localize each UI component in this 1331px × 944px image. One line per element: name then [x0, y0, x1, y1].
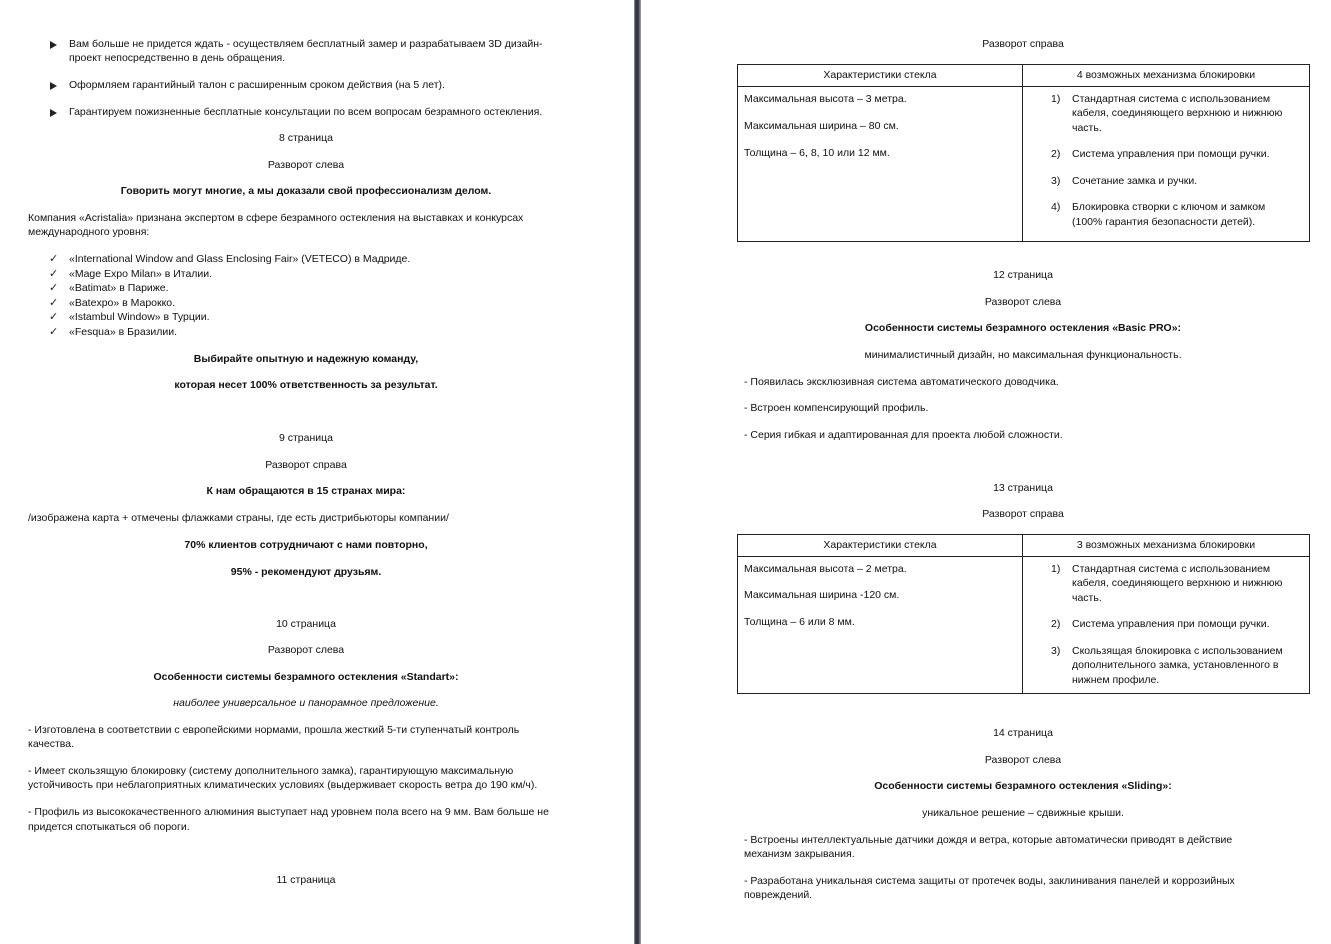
table-header-mechanisms: 4 возможных механизма блокировки [1023, 65, 1310, 87]
stat-line: 70% клиентов сотрудничают с нами повторно, [184, 539, 428, 551]
feature-point: - Разработана уникальная система защиты от протечек воды, заклинивания панелей и коррозийных [744, 875, 1235, 887]
mechanism-number: 4) [1051, 201, 1061, 213]
exhibition-item: «Mage Expo Milan» в Италии. [69, 268, 213, 280]
mechanism-number: 2) [1051, 148, 1061, 160]
section-heading: Особенности системы безрамного остекления «Sliding»: [874, 780, 1172, 792]
stat-line: 95% - рекомендуют друзьям. [230, 566, 382, 578]
specs-table [737, 64, 1310, 242]
mechanism-text: дополнительного замка, установленного в [1072, 659, 1279, 671]
feature-point: механизм закрывания. [744, 848, 855, 860]
image-note: /изображена карта + отмечены флажками страны, где есть дистрибьюторы компании/ [28, 512, 449, 524]
mechanism-text: Сочетание замка и ручки. [1072, 175, 1198, 187]
section-heading: К нам обращаются в 15 странах мира: [206, 485, 406, 497]
feature-point: повреждений. [744, 889, 813, 901]
mechanism-number: 3) [1051, 175, 1061, 187]
exhibition-item: «Batexpo» в Марокко. [69, 297, 176, 309]
checkmark-icon: ✓ [49, 326, 59, 338]
spec-line: Максимальная ширина -120 см. [744, 589, 900, 601]
intro-text: международного уровня: [28, 226, 150, 238]
bullet-text: Гарантируем пожизненные бесплатные консультации по всем вопросам безрамного остекления. [69, 106, 543, 118]
feature-point: - Профиль из высококачественного алюминия выступает над уровнем пола всего на 9 мм. Вам больше не [28, 806, 549, 818]
section-heading: Особенности системы безрамного остекления «Basic PRO»: [864, 322, 1182, 334]
section-subtitle: наиболее универсальное и панорамное предложение. [173, 697, 439, 709]
spec-line: Толщина – 6, 8, 10 или 12 мм. [744, 147, 890, 159]
mechanism-number: 2) [1051, 618, 1061, 630]
closing-line: которая несет 100% ответственность за результат. [174, 379, 438, 391]
page-number: 9 страница [278, 432, 333, 444]
checkmark-icon: ✓ [49, 297, 59, 309]
arrow-bullet-icon [50, 109, 57, 117]
mechanism-number: 1) [1051, 93, 1061, 105]
feature-point: качества. [28, 738, 75, 750]
checkmark-icon: ✓ [49, 311, 59, 323]
mechanism-text: кабеля, соединяющего верхнюю и нижнюю [1072, 577, 1283, 589]
feature-point: - Имеет скользящую блокировку (систему дополнительного замка), гарантирующую максимальную [28, 765, 514, 777]
mechanism-text: нижнем профиле. [1072, 674, 1160, 686]
mechanism-text: часть. [1072, 592, 1102, 604]
section-heading: Особенности системы безрамного остекления «Standart»: [153, 671, 459, 683]
feature-point: устойчивость при неблагоприятных климатических условиях (выдерживает скорость ветра до 190 км/ч). [28, 779, 538, 791]
specs-table [737, 534, 1310, 694]
spread-label: Разворот справа [265, 459, 347, 471]
page-number: 14 страница [993, 727, 1053, 739]
feature-point: - Изготовлена в соответствии с европейскими нормами, прошла жесткий 5-ти ступенчатый контроль [28, 724, 520, 736]
mechanisms-cell [1023, 557, 1310, 694]
page-number: 10 страница [276, 618, 336, 630]
exhibition-item: «Istambul Window» в Турции. [69, 311, 210, 323]
mechanism-number: 1) [1051, 563, 1061, 575]
specs-cell [738, 87, 1023, 242]
mechanism-text: часть. [1072, 122, 1102, 134]
section-heading: Говорить могут многие, а мы доказали свой профессионализм делом. [120, 185, 492, 197]
feature-point: - Серия гибкая и адаптированная для проекта любой сложности. [744, 429, 1063, 441]
page-number: 13 страница [993, 482, 1053, 494]
bullet-text: проект непосредственно в день обращения. [69, 52, 286, 64]
arrow-bullet-icon [50, 41, 57, 49]
spec-line: Толщина – 6 или 8 мм. [744, 616, 855, 628]
mechanism-text: Стандартная система с использованием [1072, 93, 1271, 105]
page-number: 8 страница [278, 132, 333, 144]
mechanism-number: 3) [1051, 645, 1061, 657]
exhibition-item: «Batimat» в Париже. [69, 282, 169, 294]
page-number: 12 страница [993, 269, 1053, 281]
spread-label: Разворот справа [982, 508, 1064, 520]
arrow-bullet-icon [50, 82, 57, 90]
specs-cell [738, 557, 1023, 694]
page-divider [634, 0, 641, 944]
bullet-text: Оформляем гарантийный талон с расширенным сроком действия (на 5 лет). [69, 79, 445, 91]
table-header-specs: Характеристики стекла [738, 65, 1023, 87]
feature-point: - Встроен компенсирующий профиль. [744, 402, 929, 414]
mechanism-text: Система управления при помощи ручки. [1072, 148, 1270, 160]
spread-label: Разворот слева [267, 159, 345, 171]
checkmark-icon: ✓ [49, 268, 59, 280]
right-page [641, 0, 1331, 944]
section-subtitle: минималистичный дизайн, но максимальная функциональность. [864, 349, 1182, 361]
intro-text: Компания «Acristalia» признана экспертом в сфере безрамного остекления на выставках и конкурсах [28, 212, 524, 224]
checkmark-icon: ✓ [49, 282, 59, 294]
page-number: 11 страница [276, 874, 336, 886]
mechanism-text: Система управления при помощи ручки. [1072, 618, 1270, 630]
mechanism-text: Стандартная система с использованием [1072, 563, 1271, 575]
spec-line: Максимальная ширина – 80 см. [744, 120, 899, 132]
table-header-mechanisms: 3 возможных механизма блокировки [1023, 535, 1310, 557]
left-page [0, 0, 634, 944]
table-header-specs: Характеристики стекла [738, 535, 1023, 557]
exhibition-item: «International Window and Glass Enclosing Fair» (VETECO) в Мадриде. [69, 253, 411, 265]
mechanism-text: (100% гарантия безопасности детей). [1072, 216, 1256, 228]
mechanisms-cell [1023, 87, 1310, 242]
mechanism-text: Скользящая блокировка с использованием [1072, 645, 1283, 657]
feature-point: - Встроены интеллектуальные датчики дождя и ветра, которые автоматически приводят в действие [744, 834, 1233, 846]
spec-line: Максимальная высота – 2 метра. [744, 563, 907, 575]
checkmark-icon: ✓ [49, 253, 59, 265]
mechanism-text: Блокировка створки с ключом и замком [1072, 201, 1266, 213]
spread-label: Разворот слева [267, 644, 345, 656]
bullet-text: Вам больше не придется ждать - осуществляем бесплатный замер и разрабатываем 3D дизайн- [69, 38, 543, 50]
exhibition-item: «Fesqua» в Бразилии. [69, 326, 178, 338]
section-subtitle: уникальное решение – сдвижные крыши. [922, 807, 1124, 819]
feature-point: придется спотыкаться об пороги. [28, 821, 190, 833]
spread-label: Разворот справа [982, 38, 1064, 50]
spec-line: Максимальная высота – 3 метра. [744, 93, 907, 105]
feature-point: - Появилась эксклюзивная система автоматического доводчика. [744, 376, 1059, 388]
spread-label: Разворот слева [984, 296, 1062, 308]
closing-line: Выбирайте опытную и надежную команду, [193, 353, 419, 365]
mechanism-text: кабеля, соединяющего верхнюю и нижнюю [1072, 107, 1283, 119]
spread-label: Разворот слева [984, 754, 1062, 766]
